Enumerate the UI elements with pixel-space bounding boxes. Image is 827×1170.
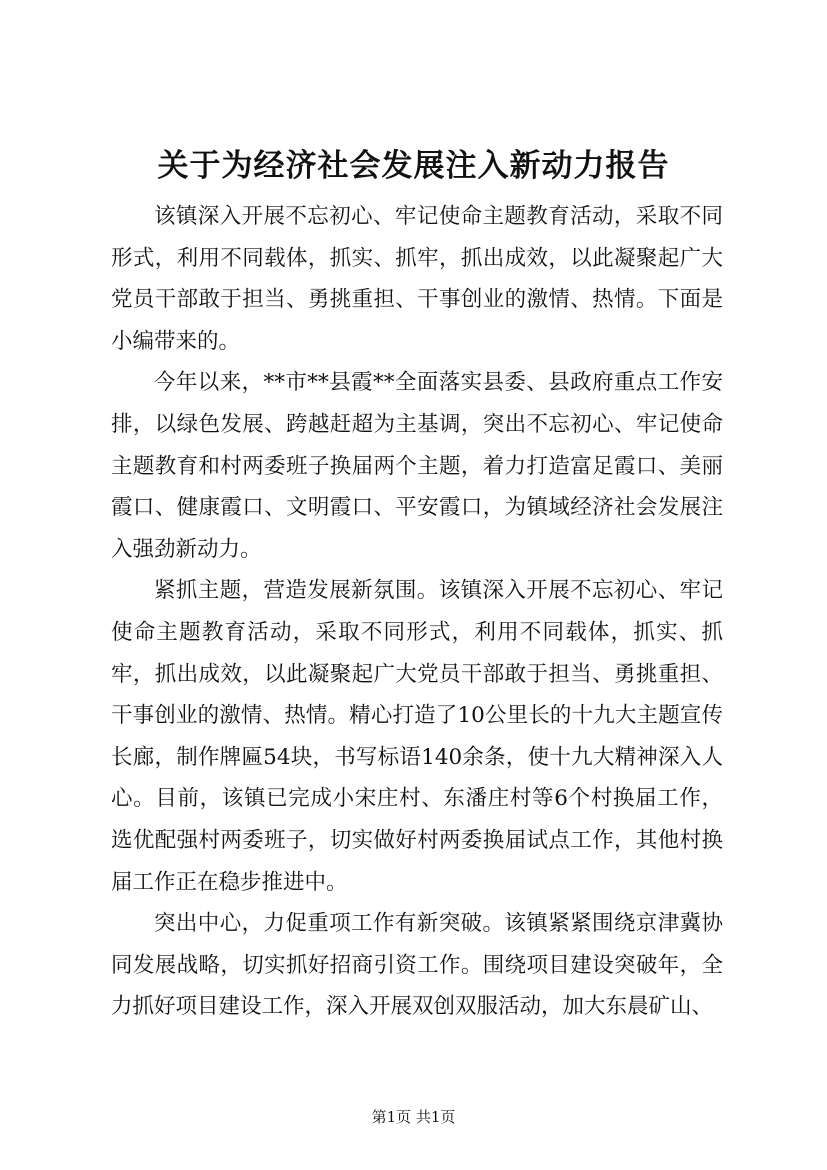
document-title: 关于为经济社会发展注入新动力报告 — [157, 148, 670, 184]
paragraph: 该镇深入开展不忘初心、牢记使命主题教育活动，采取不同形式，利用不同载体，抓实、抓牢，抓出成效，以此凝聚起广大党员干部敢于担当、勇挑重担、干事创业的激情、热情。下面是小编带来的。 — [111, 204, 723, 354]
paragraph: 紧抓主题，营造发展新氛围。该镇深入开展不忘初心、牢记使命主题教育活动，采取不同形式，利用不同载体，抓实、抓牢，抓出成效，以此凝聚起广大党员干部敢于担当、勇挑重担、干事创业的激情、热情。精心打造了10公里长的十九大主题宣传长廊，制作牌匾54块，书写标语140余条，使十九大精神深入人心。目前，该镇已完成小宋庄村、东潘庄村等6个村换届工作，选优配强村两委班子，切实做好村两委换届试点工作，其他村换届工作正在稳步推进中。 — [111, 578, 723, 895]
paragraph: 突出中心，力促重项工作有新突破。该镇紧紧围绕京津冀协同发展战略，切实抓好招商引资工作。围绕项目建设突破年，全力抓好项目建设工作，深入开展双创双服活动，加大东晨矿山、 — [111, 911, 723, 1020]
paragraph: 今年以来，**市**县霞**全面落实县委、县政府重点工作安排，以绿色发展、跨越赶超为主基调，突出不忘初心、牢记使命主题教育和村两委班子换届两个主题，着力打造富足霞口、美丽霞口、健康霞口、文明霞口、平安霞口，为镇域经济社会发展注入强劲新动力。 — [111, 370, 723, 562]
page-footer: 第1页 共1页 — [371, 1108, 456, 1126]
document-body — [111, 196, 723, 1028]
